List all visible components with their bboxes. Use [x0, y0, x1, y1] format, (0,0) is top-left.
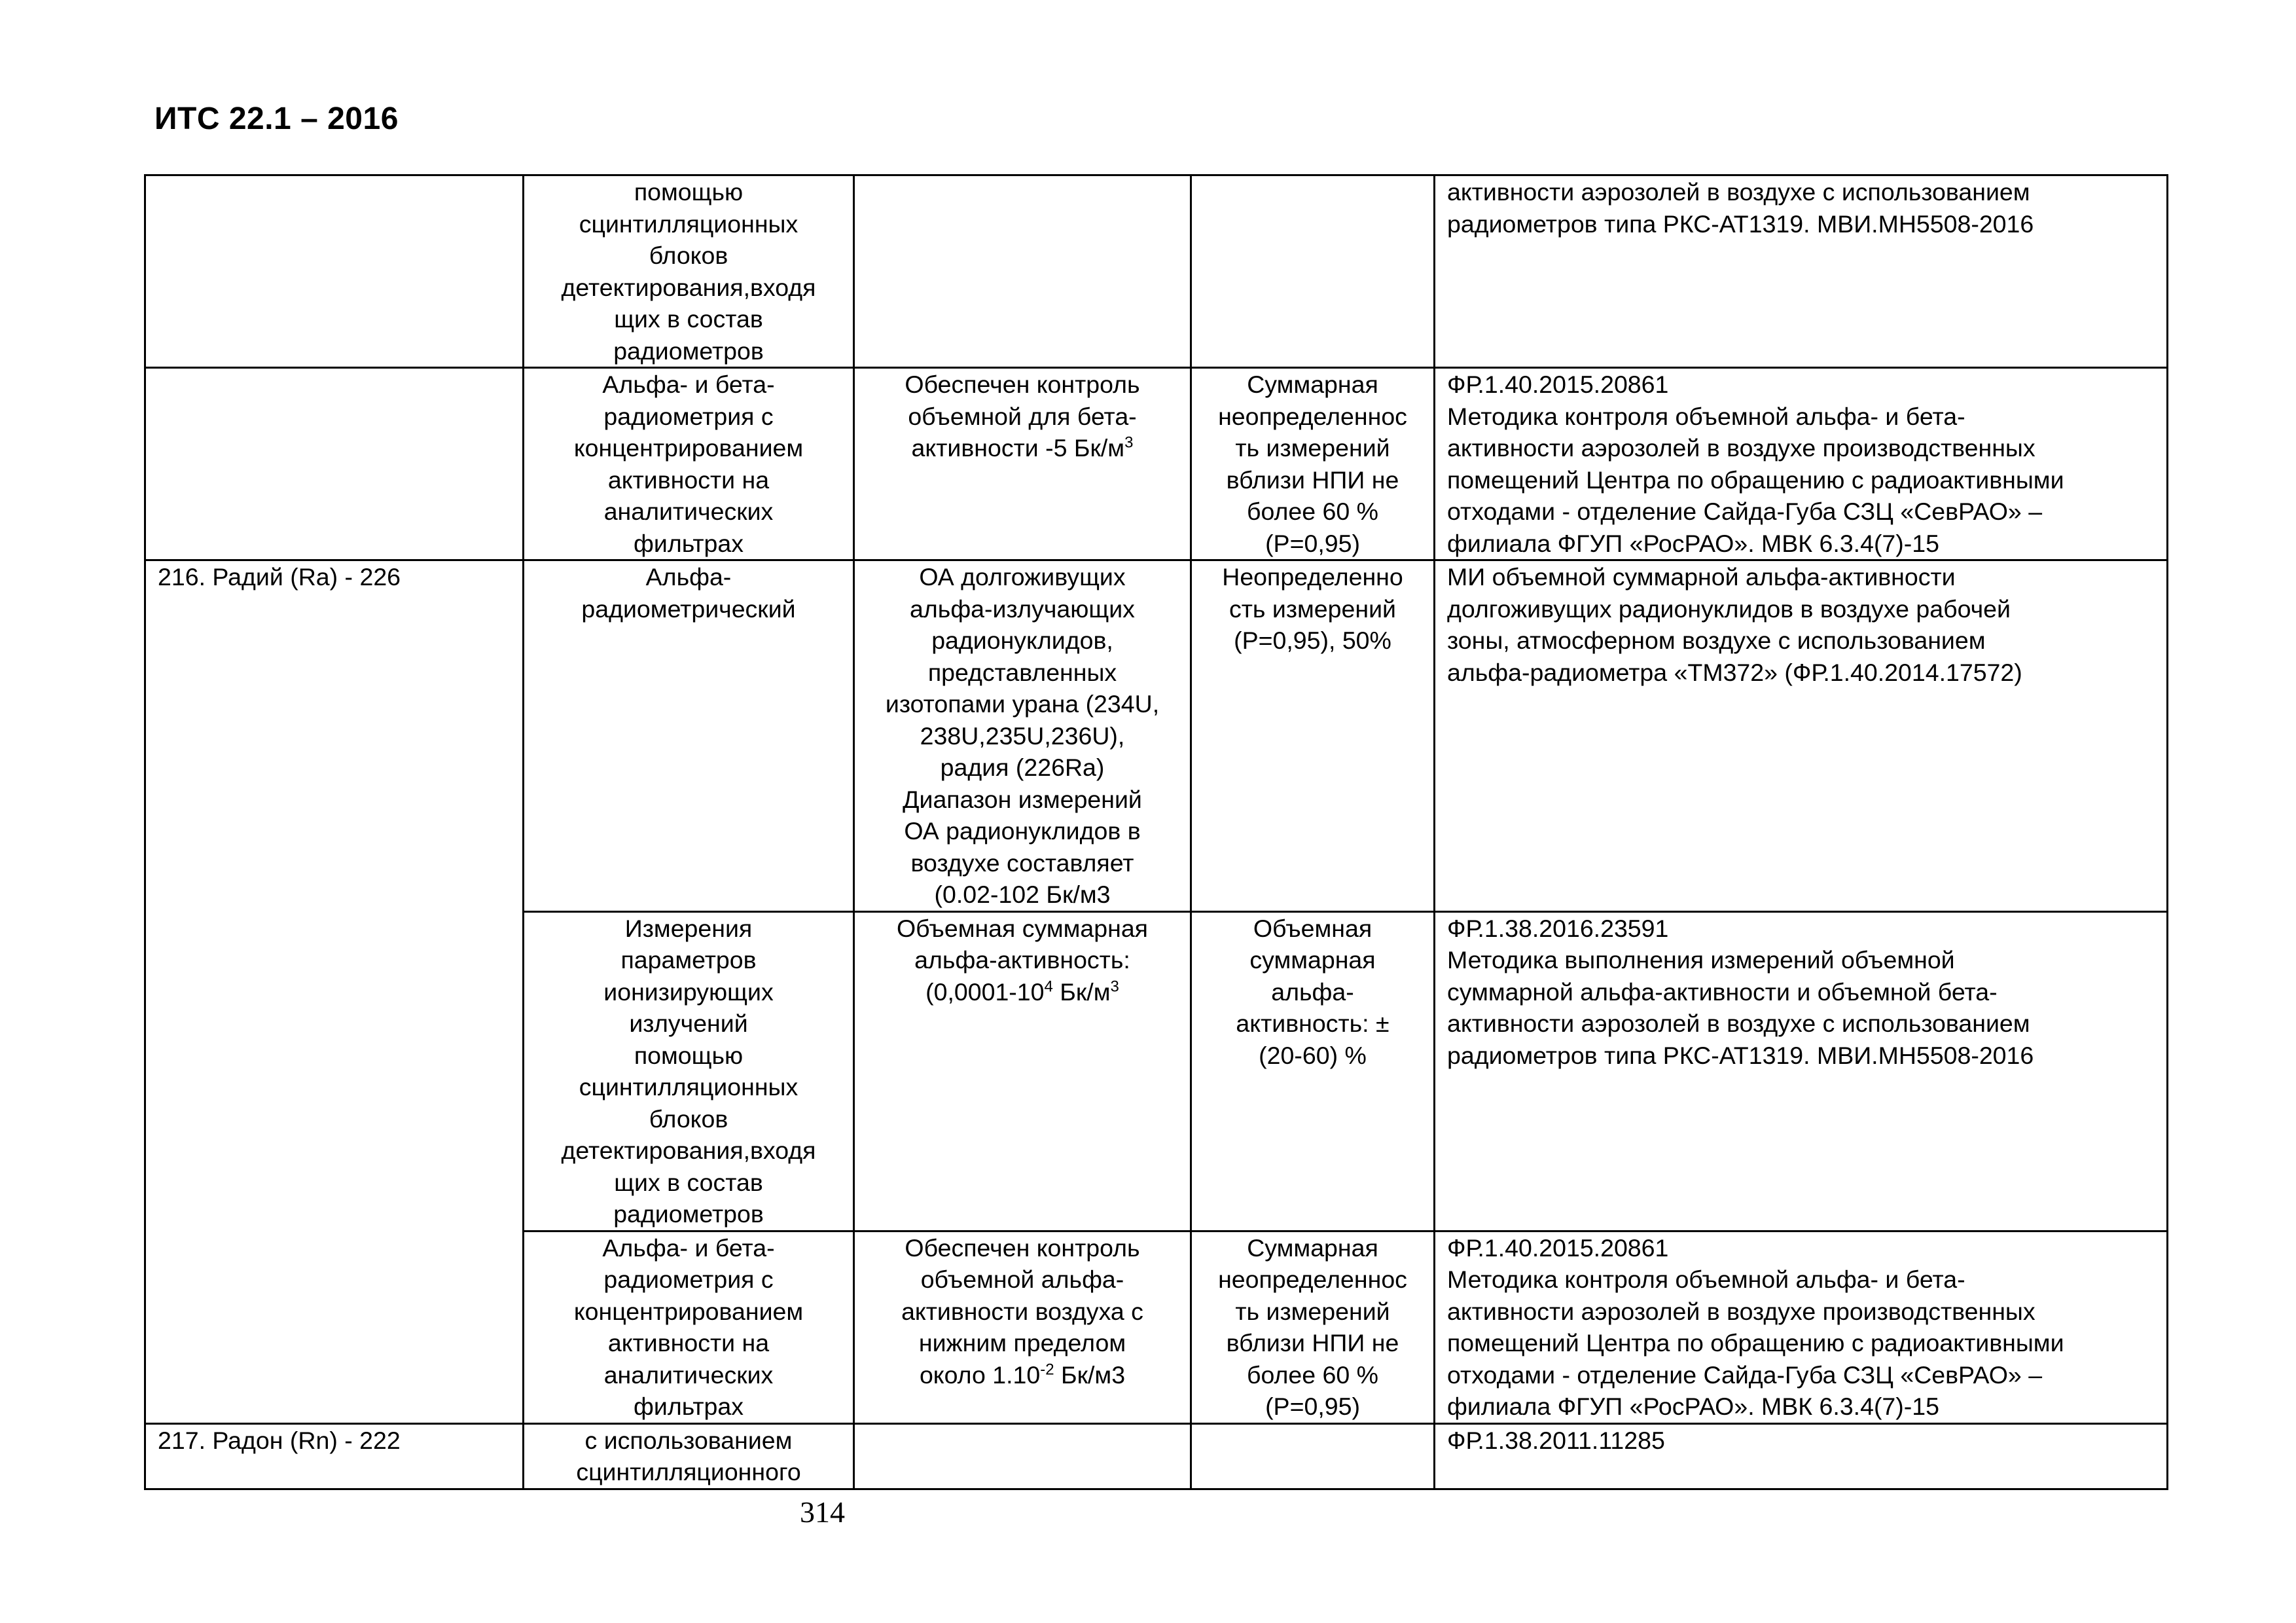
substance-cell: 217. Радон (Rn) - 222 — [145, 1423, 524, 1489]
document-cell: ФР.1.40.2015.20861 Методика контроля объемной альфа- и бета- активности аэрозолей в воздухе производственных помещений Центра по обращению с радиоактивными отходами - отделение Сайда-Губа СЗЦ «СевРАО» – филиала ФГУП «РосРАО». МВК 6.3.4(7)-15 — [1435, 1231, 2168, 1423]
method-cell: Альфа- и бета- радиометрия с концентрированием активности на аналитических фильтрах — [524, 1231, 854, 1423]
table-row — [145, 368, 2168, 560]
range-superscript: -2 — [1040, 1360, 1054, 1378]
document-header: ИТС 22.1 – 2016 — [154, 101, 399, 136]
document-cell: МИ объемной суммарной альфа-активности долгоживущих радионуклидов в воздухе рабочей зоны, атмосферном воздухе с использованием альфа-радиометра «ТМ372» (ФР.1.40.2014.17572) — [1435, 560, 2168, 912]
range-text: Обеспечен контроль объемной альфа- активности воздуха с нижним пределом около 1.10 — [901, 1233, 1143, 1389]
range-cell — [854, 368, 1191, 560]
method-cell: помощью сцинтилляционных блоков детектирования,входя щих в состав радиометров — [524, 175, 854, 368]
uncertainty-cell: Суммарная неопределеннос ть измерений вблизи НПИ не более 60 % (Р=0,95) — [1191, 368, 1435, 560]
uncertainty-cell: Суммарная неопределеннос ть измерений вблизи НПИ не более 60 % (Р=0,95) — [1191, 1231, 1435, 1423]
measurement-methods-table — [144, 174, 2168, 1490]
table-row — [145, 1423, 2168, 1489]
method-cell: с использованием сцинтилляционного — [524, 1423, 854, 1489]
page-number: 314 — [800, 1495, 845, 1529]
substance-cell — [145, 175, 524, 368]
range-text: Обеспечен контроль объемной для бета- активности -5 Бк/м — [905, 371, 1140, 462]
method-cell: Измерения параметров ионизирующих излучений помощью сцинтилляционных блоков детектирования,входя щих в состав радиометров — [524, 911, 854, 1231]
document-cell: ФР.1.40.2015.20861 Методика контроля объемной альфа- и бета- активности аэрозолей в воздухе производственных помещений Центра по обращению с радиоактивными отходами - отделение Сайда-Губа СЗЦ «СевРАО» – филиала ФГУП «РосРАО». МВК 6.3.4(7)-15 — [1435, 368, 2168, 560]
range-cell — [854, 1231, 1191, 1423]
range-superscript: 4 — [1044, 977, 1053, 995]
table-row — [145, 175, 2168, 368]
range-cell — [854, 911, 1191, 1231]
range-superscript: 3 — [1124, 433, 1134, 452]
range-cell: ОА долгоживущих альфа-излучающих радионуклидов, представленных изотопами урана (234U, 238U,235U,236U), радия (226Ra) Диапазон измерений ОА радионуклидов в воздухе составляет (0.02-102 Бк/м3 — [854, 560, 1191, 912]
range-unit: Бк/м — [1052, 977, 1111, 1006]
substance-cell: 216. Радий (Ra) - 226 — [145, 560, 524, 1424]
substance-cell-empty — [145, 368, 524, 560]
range-cell — [854, 175, 1191, 368]
uncertainty-cell: Неопределенно сть измерений (Р=0,95), 50% — [1191, 560, 1435, 912]
document-cell: ФР.1.38.2016.23591 Методика выполнения измерений объемной суммарной альфа-активности и объемной бета- активности аэрозолей в воздухе с использованием радиометров типа РКС-АТ1319. МВИ.МН5508-2016 — [1435, 911, 2168, 1231]
document-cell: ФР.1.38.2011.11285 — [1435, 1423, 2168, 1489]
table-row — [145, 560, 2168, 912]
range-unit: Бк/м3 — [1054, 1360, 1126, 1389]
document-cell: активности аэрозолей в воздухе с использованием радиометров типа РКС-АТ1319. МВИ.МН5508-2016 — [1435, 175, 2168, 368]
range-cell — [854, 1423, 1191, 1489]
range-text: Объемная суммарная альфа-активность: (0,0001-10 — [897, 914, 1148, 1006]
method-cell: Альфа- и бета- радиометрия с концентрированием активности на аналитических фильтрах — [524, 368, 854, 560]
uncertainty-cell — [1191, 1423, 1435, 1489]
uncertainty-cell — [1191, 175, 1435, 368]
uncertainty-cell: Объемная суммарная альфа- активность: ± (20-60) % — [1191, 911, 1435, 1231]
range-unit-superscript: 3 — [1110, 977, 1119, 995]
method-cell: Альфа- радиометрический — [524, 560, 854, 912]
